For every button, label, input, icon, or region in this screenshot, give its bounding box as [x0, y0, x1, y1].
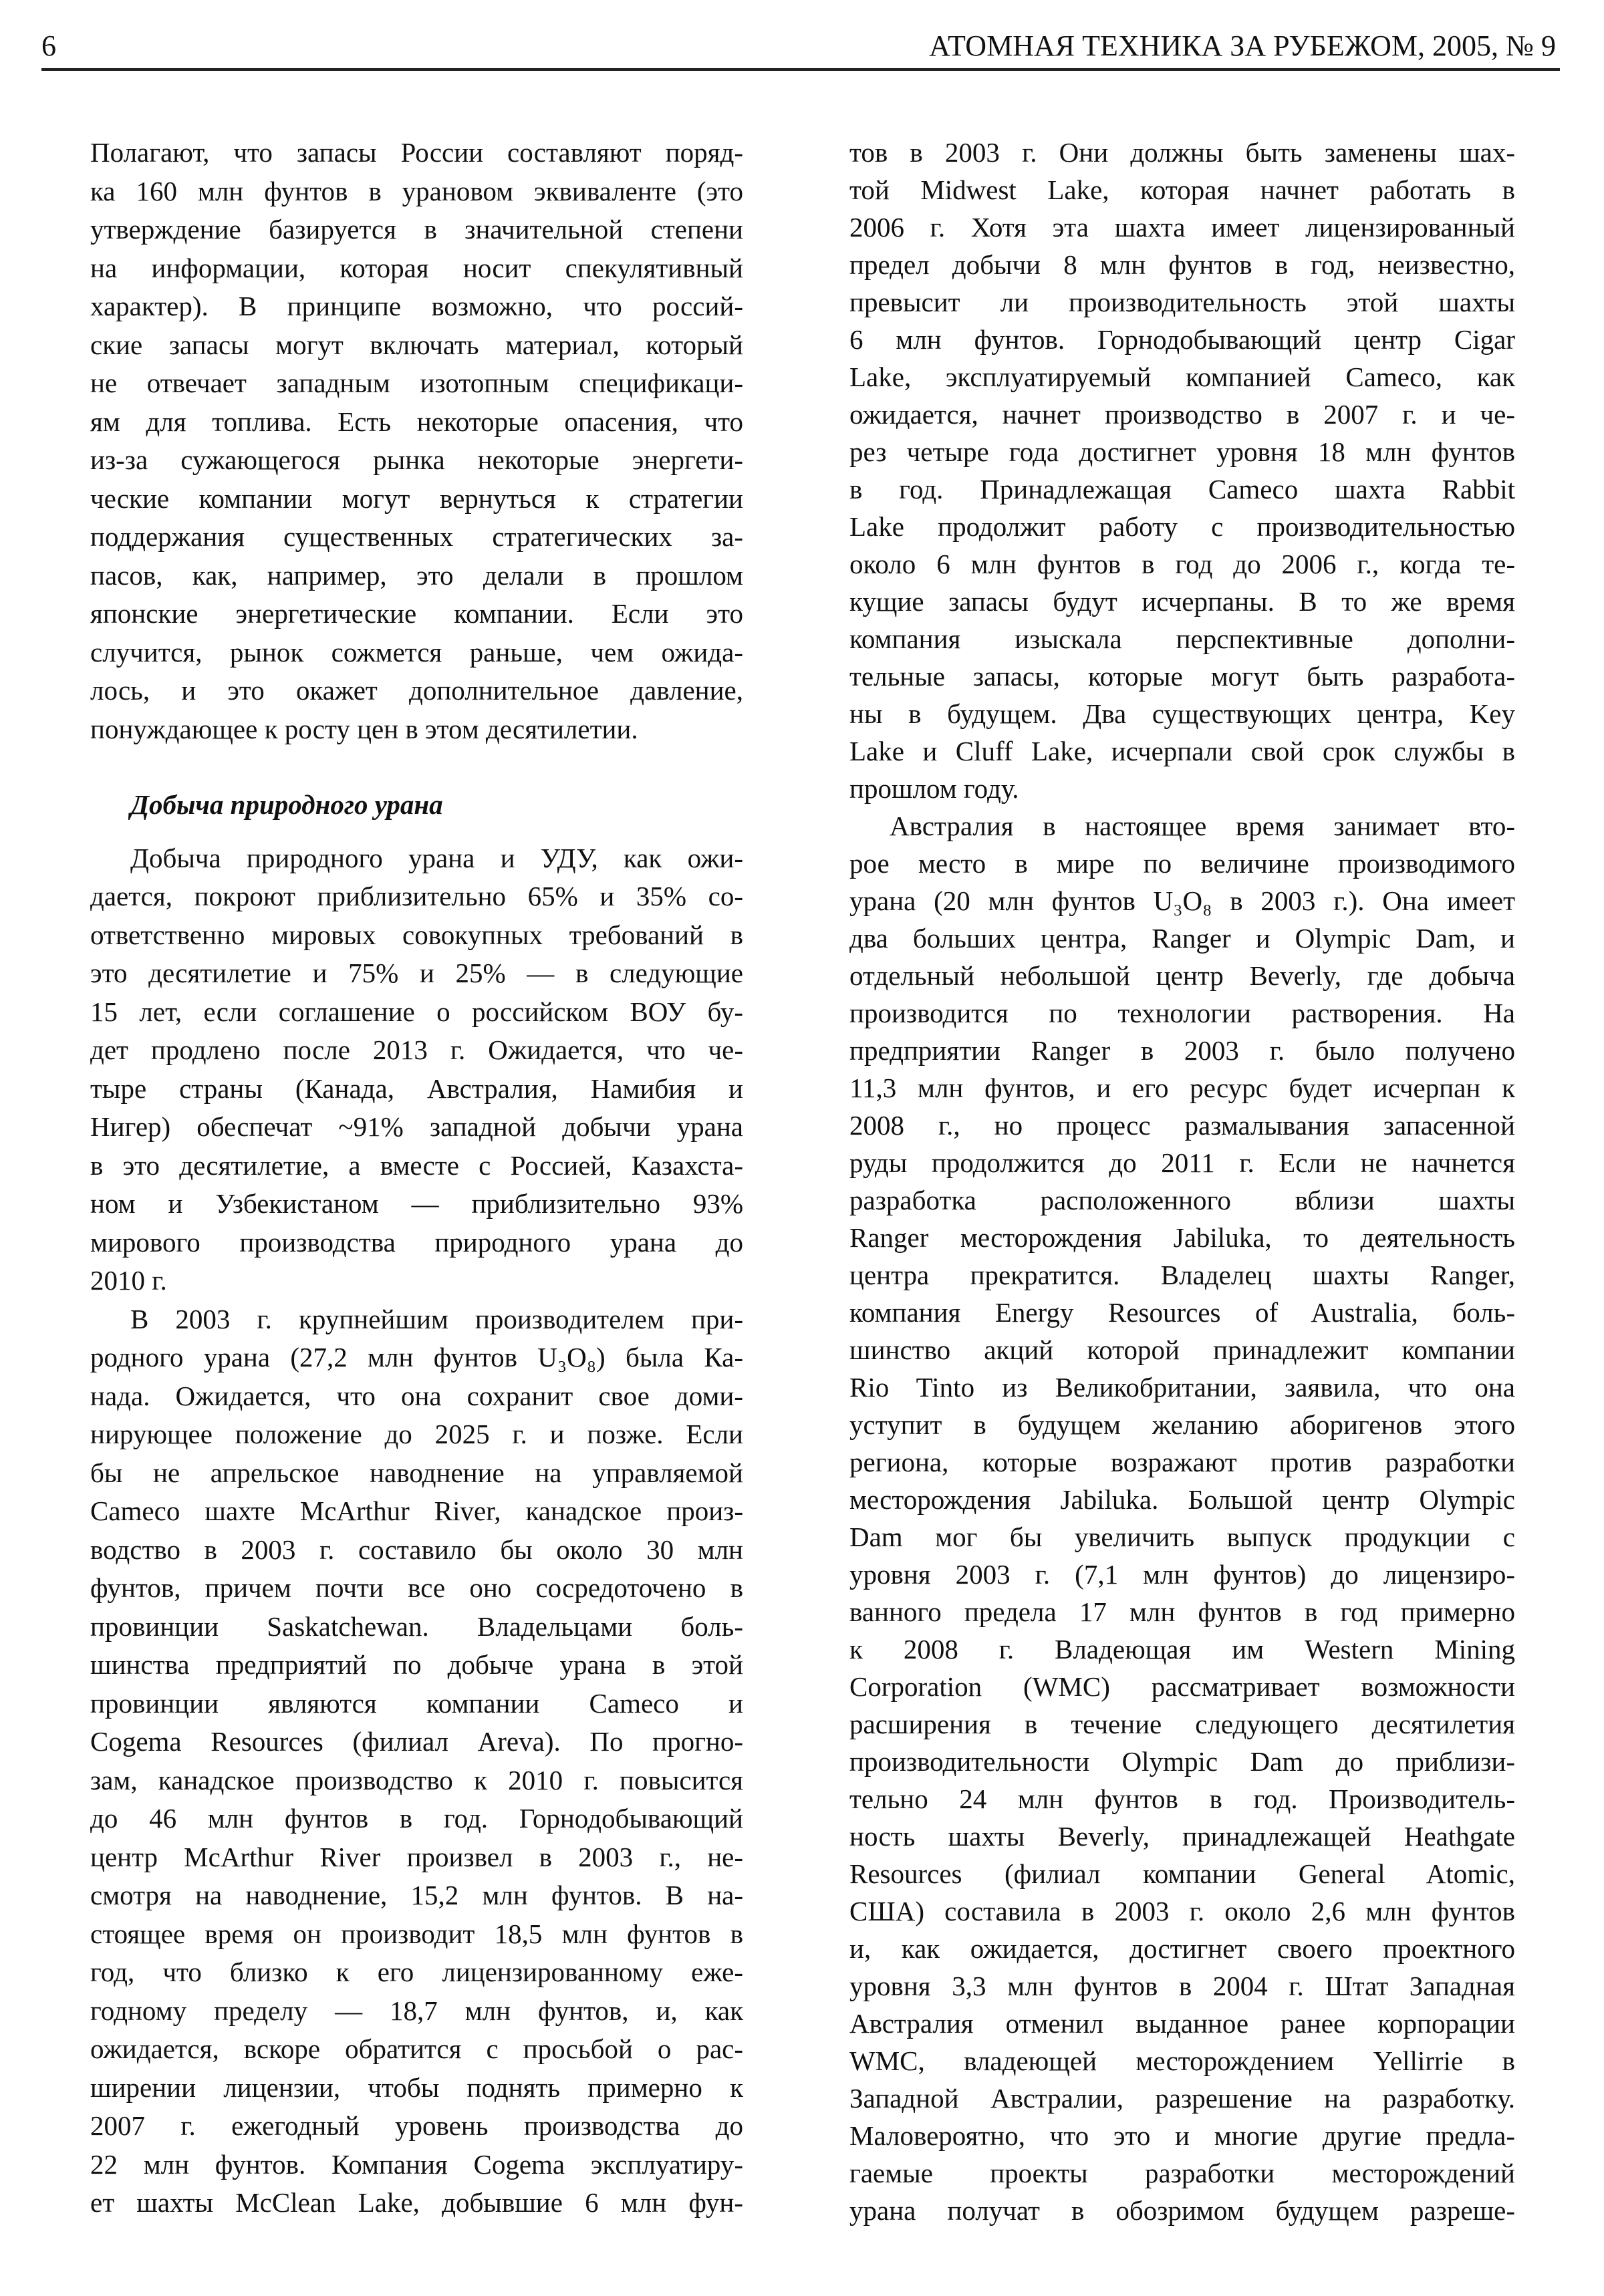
right-column	[849, 134, 1515, 2229]
paragraph	[90, 839, 743, 1300]
text-line: предел добычи 8 млн фунтов в год, неизвестно,	[849, 249, 1515, 280]
text-line: лось, и это окажет дополнительное давление,	[90, 675, 743, 706]
text-line: рое место в мире по величине производимого	[849, 848, 1515, 879]
text-line: Австралия отменил выданное ранее корпорации	[849, 2008, 1515, 2039]
text-line: Lake, эксплуатируемый компанией Cameco, как	[849, 362, 1515, 392]
text-line: нада. Ожидается, что она сохранит свое доми-	[90, 1380, 743, 1411]
text-line: рез четыре года достигнет уровня 18 млн фунтов	[849, 436, 1515, 467]
text-line: урана получат в обозримом будущем разреше-	[849, 2195, 1515, 2226]
text-line: тельно 24 млн фунтов в год. Производитель-	[849, 1783, 1515, 1814]
section-heading: Добыча природного урана	[130, 789, 443, 820]
text-line: случится, рынок сожмется раньше, чем ожида-	[90, 636, 743, 668]
text-line: Западной Австралии, разрешение на разработку.	[849, 2083, 1515, 2114]
text-line: из-за сужающегося рынка некоторые энергети-	[90, 444, 743, 475]
text-line: региона, которые возражают против разработки	[849, 1447, 1515, 1477]
text-line: Добыча природного урана и УДУ, как ожи-	[130, 842, 743, 873]
header-rule	[41, 68, 1560, 71]
text-line: ожидается, вскоре обратится с просьбой о рас-	[90, 2033, 743, 2064]
text-line: ванного предела 17 млн фунтов в год примерно	[849, 1596, 1515, 1627]
text-line: предприятии Ranger в 2003 г. было получено	[849, 1035, 1515, 1066]
text-line: центр McArthur River произвел в 2003 г., не-	[90, 1841, 743, 1872]
text-line: уступит в будущем желанию аборигенов этого	[849, 1409, 1515, 1440]
text-line: 2007 г. ежегодный уровень производства до	[90, 2110, 743, 2141]
text-line: 11,3 млн фунтов, и его ресурс будет исчерпан к	[849, 1072, 1515, 1103]
paragraph	[849, 134, 1515, 807]
text-line: ка 160 млн фунтов в урановом эквиваленте (это	[90, 175, 743, 206]
text-line: расширения в течение следующего десятилетия	[849, 1709, 1515, 1739]
text-line: ческие компании могут вернуться к стратегии	[90, 482, 743, 514]
text-line: провинции являются компании Cameco и	[90, 1687, 743, 1719]
text-line: родного урана (27,2 млн фунтов U₃O₈) была Ка-	[90, 1342, 743, 1373]
text-line: урана (20 млн фунтов U₃O₈ в 2003 г.). Она имеет	[849, 885, 1515, 916]
text-line: год, что близко к его лицензированному еже-	[90, 1957, 743, 1987]
text-line: Dam мог бы увеличить выпуск продукции с	[849, 1522, 1515, 1552]
paragraph	[849, 807, 1515, 2229]
text-line: США) составила в 2003 г. около 2,6 млн фунтов	[849, 1896, 1515, 1926]
text-line: WMC, владеющей месторождением Yellirrie в	[849, 2045, 1515, 2076]
text-line: 2008 г., но процесс размалывания запасенной	[849, 1110, 1515, 1141]
text-line: месторождения Jabiluka. Большой центр Olympic	[849, 1484, 1515, 1515]
text-line: это десятилетие и 75% и 25% — в следующие	[90, 958, 743, 988]
text-line: шинства предприятий по добыче урана в этой	[90, 1649, 743, 1680]
text-line: прошлом году.	[849, 773, 1019, 804]
text-line: два больших центра, Ranger и Olympic Dam, и	[849, 923, 1515, 954]
text-line: уровня 2003 г. (7,1 млн фунтов) до лицензиро-	[849, 1559, 1515, 1590]
text-line: годному пределу — 18,7 млн фунтов, и, как	[90, 1995, 743, 2026]
text-line: тыре страны (Канада, Австралия, Намибия и	[90, 1072, 743, 1104]
text-line: 22 млн фунтов. Компания Cogema эксплуатиру-	[90, 2148, 743, 2180]
text-line: 2006 г. Хотя эта шахта имеет лицензированный	[849, 212, 1515, 243]
text-line: производительности Olympic Dam до приблизи-	[849, 1746, 1515, 1777]
page-number: 6	[41, 29, 56, 62]
text-line: уровня 3,3 млн фунтов в 2004 г. Штат Западная	[849, 1971, 1515, 2001]
text-line: бы не апрельское наводнение на управляемой	[90, 1457, 743, 1488]
text-line: к 2008 г. Владеющая им Western Mining	[849, 1634, 1515, 1665]
text-line: утверждение базируется в значительной степени	[90, 214, 743, 245]
text-line: компания изыскала перспективные дополни-	[849, 623, 1515, 654]
paragraph	[90, 134, 743, 748]
text-line: стоящее время он производит 18,5 млн фунтов в	[90, 1918, 743, 1949]
text-line: ожидается, начнет производство в 2007 г. и че-	[849, 399, 1515, 430]
text-line: Rio Tinto из Великобритании, заявила, что она	[849, 1372, 1515, 1403]
text-line: ны в будущем. Два существующих центра, Key	[849, 698, 1515, 729]
text-line: отдельный небольшой центр Beverly, где добыча	[849, 960, 1515, 991]
text-line: той Midwest Lake, которая начнет работать в	[849, 174, 1515, 205]
journal-title: АТОМНАЯ ТЕХНИКА ЗА РУБЕЖОМ, 2005, № 9	[929, 29, 1556, 62]
text-line: разработка расположенного вблизи шахты	[849, 1185, 1515, 1215]
text-line: ям для топлива. Есть некоторые опасения, что	[90, 406, 743, 437]
text-line: 6 млн фунтов. Горнодобывающий центр Cigar	[849, 324, 1515, 355]
text-line: около 6 млн фунтов в год до 2006 г., когда те-	[849, 549, 1515, 579]
text-line: в это десятилетие, а вместе с Россией, Казахста-	[90, 1149, 743, 1181]
text-line: тельные запасы, которые могут быть разработа-	[849, 661, 1515, 692]
text-line: дет продлено после 2013 г. Ожидается, что че-	[90, 1034, 743, 1065]
text-line: Австралия в настоящее время занимает вто-	[890, 811, 1515, 841]
text-line: провинции Saskatchewan. Владельцами боль-	[90, 1610, 743, 1642]
paragraph	[90, 1300, 743, 2222]
text-line: гаемые проекты разработки месторождений	[849, 2158, 1515, 2188]
text-line: фунтов, причем почти все оно сосредоточено в	[90, 1572, 743, 1603]
text-line: кущие запасы будут исчерпаны. В то же время	[849, 586, 1515, 617]
text-line: центра прекратится. Владелец шахты Ranger,	[849, 1260, 1515, 1290]
text-line: Cameco шахте McArthur River, канадское произ-	[90, 1495, 743, 1526]
text-line: Resources (филиал компании General Atomic,	[849, 1858, 1515, 1889]
text-line: нирующее положение до 2025 г. и позже. Если	[90, 1419, 743, 1449]
text-line: в год. Принадлежащая Cameco шахта Rabbit	[849, 474, 1515, 505]
text-line: ном и Узбекистаном — приблизительно 93%	[90, 1188, 743, 1219]
text-line: 2010 г.	[90, 1265, 167, 1296]
text-line: Lake и Cluff Lake, исчерпали свой срок службы в	[849, 736, 1515, 766]
text-line: и, как ожидается, достигнет своего проектного	[849, 1933, 1515, 1964]
text-line: пасов, как, например, это делали в прошлом	[90, 559, 743, 591]
text-line: Маловероятно, что это и многие другие предла-	[849, 2120, 1515, 2151]
text-line: ет шахты McClean Lake, добывшие 6 млн фун-	[90, 2187, 743, 2218]
text-line: Полагают, что запасы России составляют поряд-	[90, 137, 743, 168]
text-line: превысит ли производительность этой шахты	[849, 287, 1515, 317]
text-line: руды продолжится до 2011 г. Если не начнется	[849, 1147, 1515, 1178]
text-line: 15 лет, если соглашение о российском ВОУ бу-	[90, 996, 743, 1027]
text-line: Corporation (WMC) рассматривает возможности	[849, 1671, 1515, 1702]
text-line: японские энергетические компании. Если это	[90, 598, 743, 629]
text-line: компания Energy Resources of Australia, боль-	[849, 1297, 1515, 1328]
text-line: шинство акций которой принадлежит компании	[849, 1334, 1515, 1365]
text-line: ские запасы могут включать материал, который	[90, 329, 743, 360]
text-line: дается, покроют приблизительно 65% и 35% со-	[90, 881, 743, 911]
text-line: Ranger месторождения Jabiluka, то деятельность	[849, 1222, 1515, 1253]
text-line: мирового производства природного урана до	[90, 1226, 743, 1258]
text-line: водство в 2003 г. составило бы около 30 млн	[90, 1534, 743, 1565]
text-line: понуждающее к росту цен в этом десятилетии.	[90, 713, 638, 744]
text-line: характер). В принципе возможно, что россий-	[90, 291, 743, 321]
text-line: тов в 2003 г. Они должны быть заменены шах-	[849, 137, 1515, 168]
text-line: ность шахты Beverly, принадлежащей Heathgate	[849, 1821, 1515, 1852]
text-line: смотря на наводнение, 15,2 млн фунтов. В на-	[90, 1880, 743, 1910]
text-line: поддержания существенных стратегических за-	[90, 521, 743, 552]
text-line: ширении лицензии, чтобы поднять примерно к	[90, 2071, 743, 2103]
left-column	[90, 134, 743, 2222]
text-line: Cogema Resources (филиал Areva). По прогно-	[90, 1726, 743, 1757]
text-line: ответственно мировых совокупных требований в	[90, 919, 743, 950]
text-line: В 2003 г. крупнейшим производителем при-	[130, 1303, 743, 1334]
text-line: Lake продолжит работу с производительностью	[849, 511, 1515, 542]
text-line: производится по технологии растворения. На	[849, 998, 1515, 1028]
text-line: до 46 млн фунтов в год. Горнодобывающий	[90, 1803, 743, 1834]
text-line: на информации, которая носит спекулятивный	[90, 252, 743, 283]
text-line: Нигер) обеспечат ~91% западной добычи урана	[90, 1111, 743, 1142]
text-line: не отвечает западным изотопным спецификаци-	[90, 368, 743, 398]
text-line: зам, канадское производство к 2010 г. повысится	[90, 1764, 743, 1796]
